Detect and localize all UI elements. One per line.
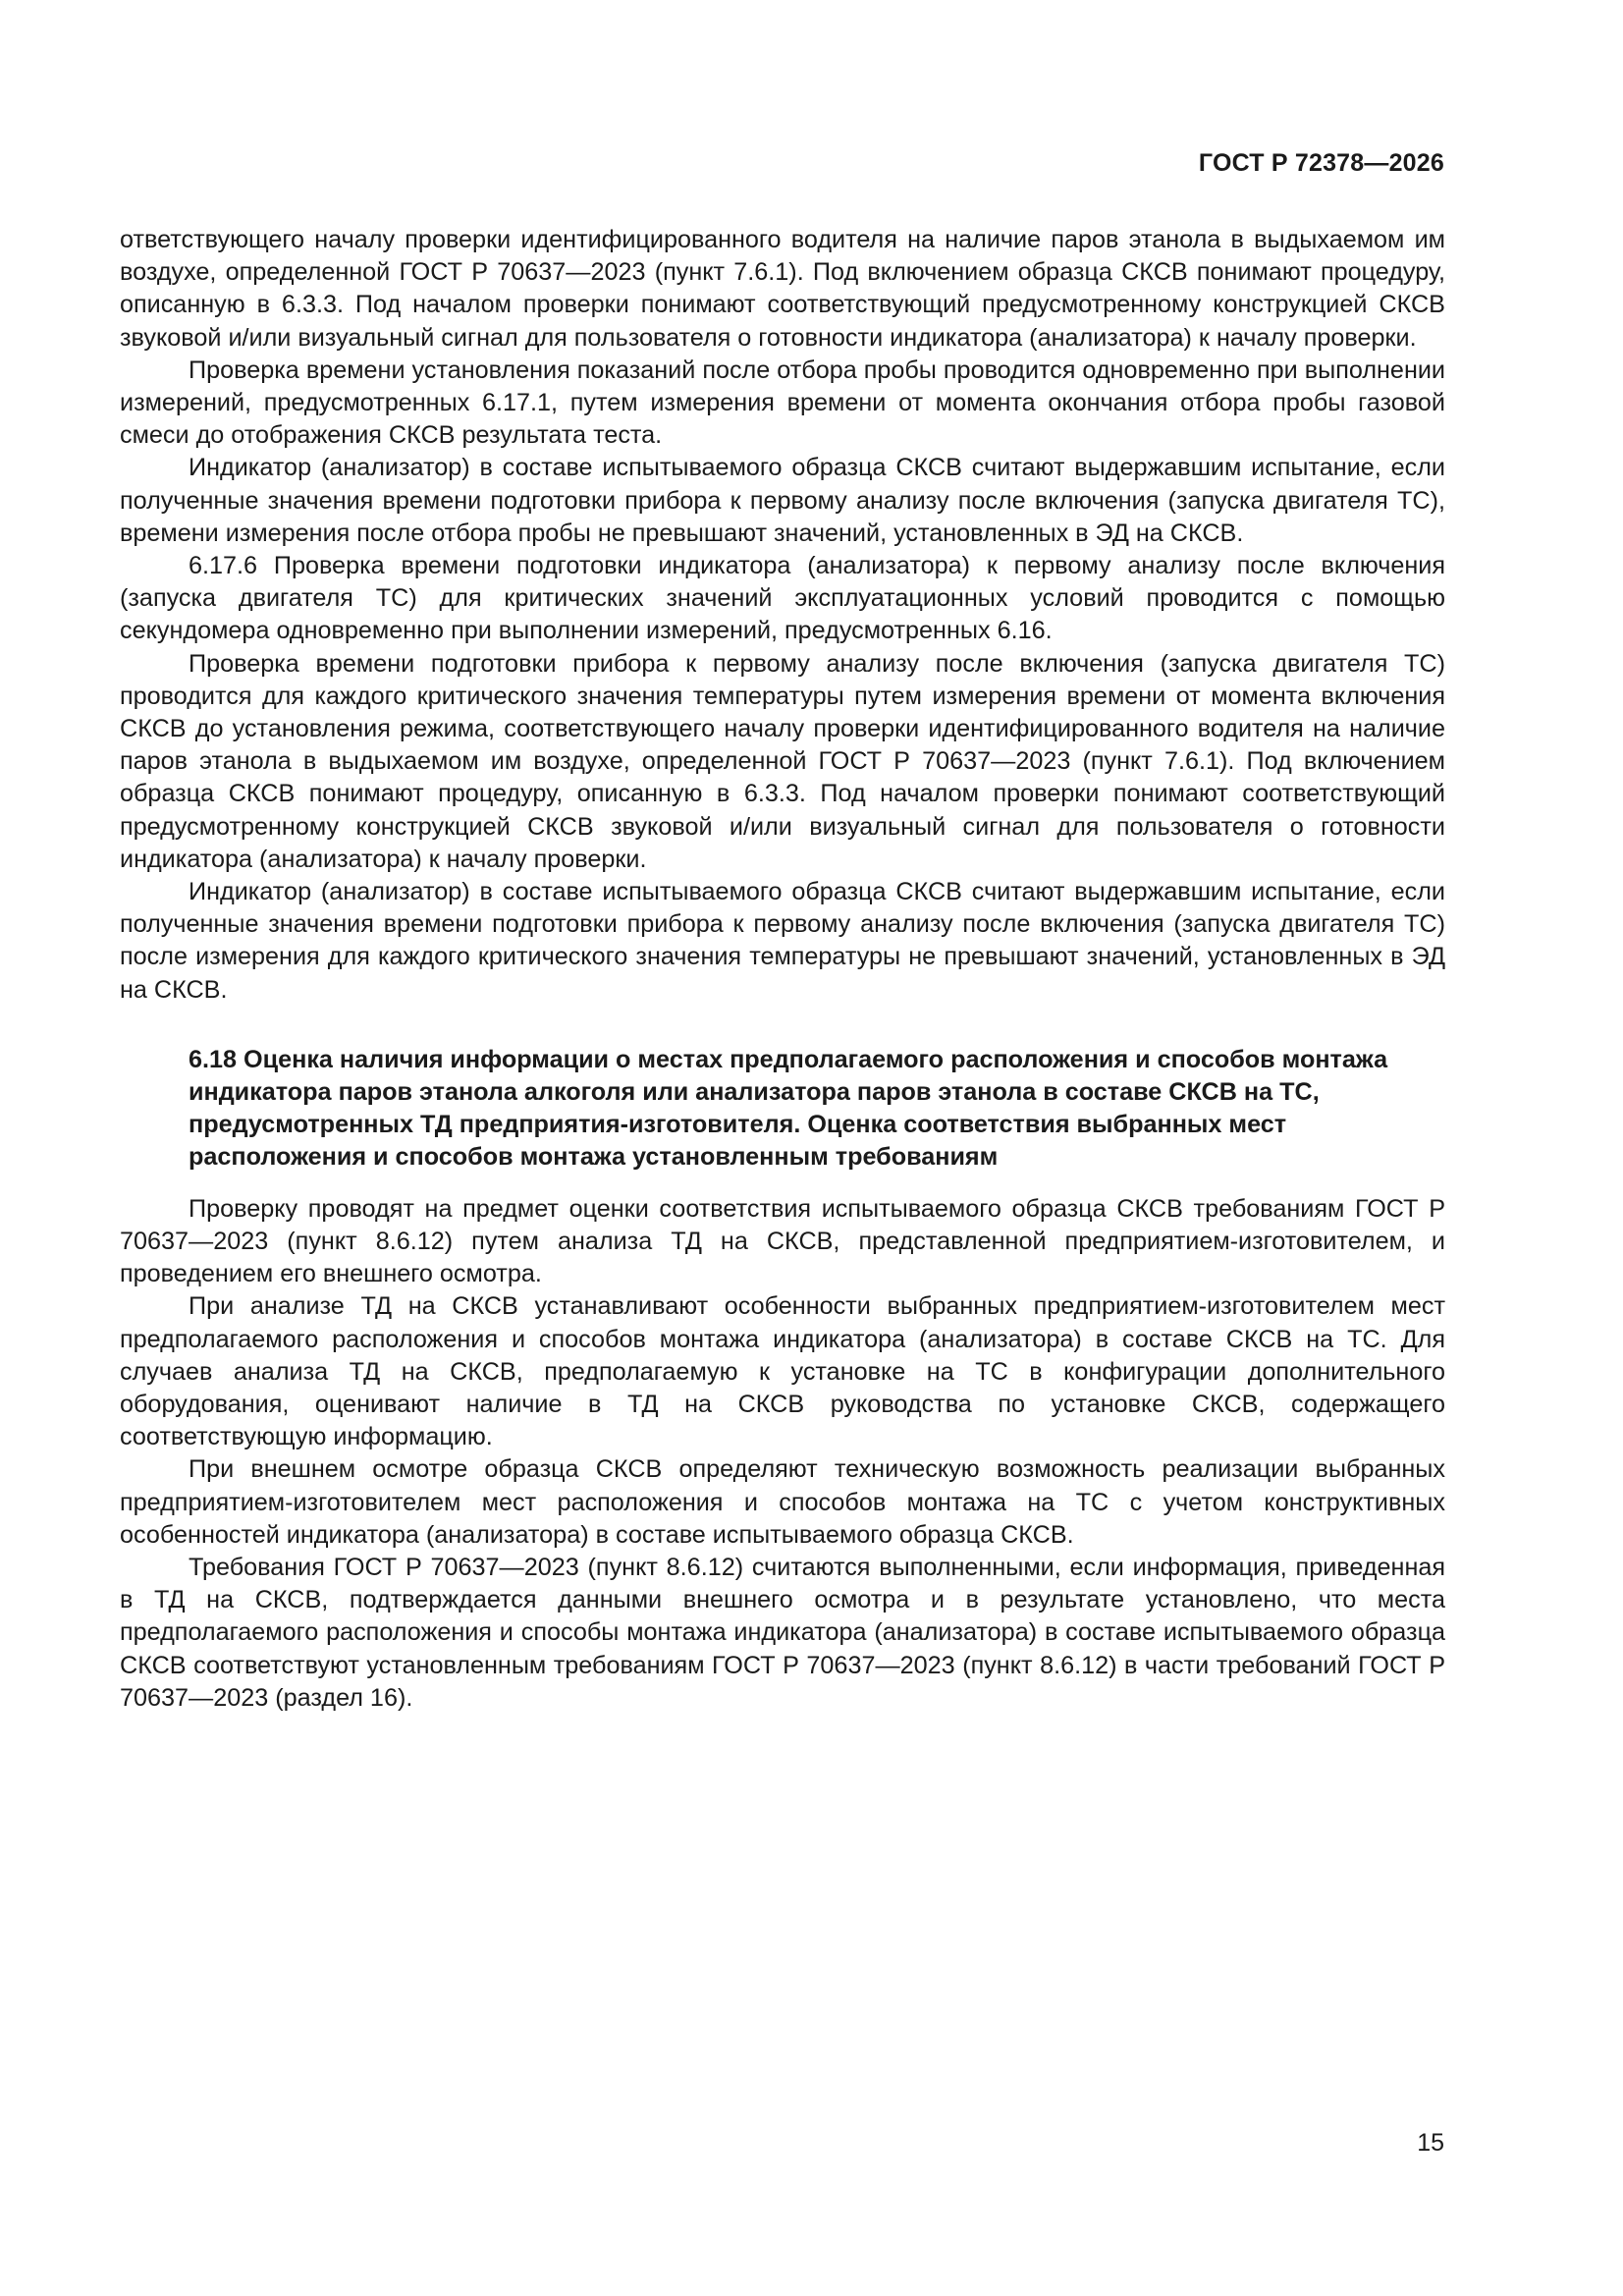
paragraph: При внешнем осмотре образца СКСВ определяют техническую возможность реализации выбранных предприятием-изготовителем мест расположения и способов монтажа на ТС с учетом конструктивных особенностей индикатора (анализатора) в составе испытываемого образца СКСВ. <box>120 1455 1445 1549</box>
paragraph: Проверка времени установления показаний после отбора пробы проводится одновременно при выполнении измерений, предусмотренных 6.17.1, путем измерения времени от момента окончания отбора пробы газовой смеси до отображения СКСВ результата теста. <box>120 355 1445 450</box>
section-heading-6-18: 6.18 Оценка наличия информации о местах предполагаемого расположения и способов монтажа индикатора паров этанола алкоголя или анализатора паров этанола в составе СКСВ на ТС, предусмотренных ТД предприятия-изготовителя. Оценка соответствия выбранных мест расположения и способов монтажа установленным требованиям <box>189 1045 1388 1172</box>
paragraph: Проверка времени подготовки прибора к первому анализу после включения (запуска двигателя ТС) проводится для каждого критического значения температуры путем измерения времени от момента включения СКСВ до установления режима, соответствующего началу проверки идентифицированного водителя на наличие паров этанола в выдыхаемом им воздухе, определенной ГОСТ Р 70637—2023 (пункт 7.6.1). Под включением образца СКСВ понимают процедуру, описанную в 6.3.3. Под началом проверки понимают соответствующий предусмотренному конструкцией СКСВ звуковой и/или визуальный сигнал для пользователя о готовности индикатора (анализатора) к началу проверки. <box>120 649 1445 873</box>
document-body <box>120 224 1445 1715</box>
paragraph: Проверку проводят на предмет оценки соответствия испытываемого образца СКСВ требованиям ГОСТ Р 70637—2023 (пункт 8.6.12) путем анализа ТД на СКСВ, представленной предприятием-изготовителем, и проведением его внешнего осмотра. <box>120 1194 1445 1288</box>
paragraph: Индикатор (анализатор) в составе испытываемого образца СКСВ считают выдержавшим испытание, если полученные значения времени подготовки прибора к первому анализу после включения (запуска двигателя ТС) после измерения для каждого критического значения температуры не превышают значений, установленных в ЭД на СКСВ. <box>120 878 1445 1004</box>
paragraph: Индикатор (анализатор) в составе испытываемого образца СКСВ считают выдержавшим испытание, если полученные значения времени подготовки прибора к первому анализу после включения (запуска двигателя ТС), времени измерения после отбора пробы не превышают значений, установленных в ЭД на СКСВ. <box>120 454 1445 547</box>
paragraph: Требования ГОСТ Р 70637—2023 (пункт 8.6.12) считаются выполненными, если информация, приведенная в ТД на СКСВ, подтверждается данными внешнего осмотра и в результате установлено, что места предполагаемого расположения и способы монтажа индикатора (анализатора) в составе испытываемого образца СКСВ соответствуют установленным требованиям ГОСТ Р 70637—2023 (пункт 8.6.12) в части требований ГОСТ Р 70637—2023 (раздел 16). <box>120 1553 1445 1712</box>
paragraph: При анализе ТД на СКСВ устанавливают особенности выбранных предприятием-изготовителем мест предполагаемого расположения и способов монтажа индикатора (анализатора) в составе СКСВ на ТС. Для случаев анализа ТД на СКСВ, предполагаемую к установке на ТС в конфигурации дополнительного оборудования, оценивают наличие в ТД на СКСВ руководства по установке СКСВ, содержащего соответствующую информацию. <box>120 1292 1445 1451</box>
paragraph-clause-6-17-6: 6.17.6 Проверка времени подготовки индикатора (анализатора) к первому анализу после включения (запуска двигателя ТС) для критических значений эксплуатационных условий проводится с помощью секундомера одновременно при выполнении измерений, предусмотренных 6.16. <box>120 552 1445 645</box>
document-code-header: ГОСТ Р 72378—2026 <box>1198 149 1444 177</box>
paragraph-continuation: ответствующего началу проверки идентифицированного водителя на наличие паров этанола в выдыхаемом им воздухе, определенной ГОСТ Р 70637—2023 (пункт 7.6.1). Под включением образца СКСВ понимают процедуру, описанную в 6.3.3. Под началом проверки понимают соответствующий предусмотренному конструкцией СКСВ звуковой и/или визуальный сигнал для пользователя о готовности индикатора (анализатора) к началу проверки. <box>120 226 1445 352</box>
page-number: 15 <box>1417 2129 1444 2157</box>
